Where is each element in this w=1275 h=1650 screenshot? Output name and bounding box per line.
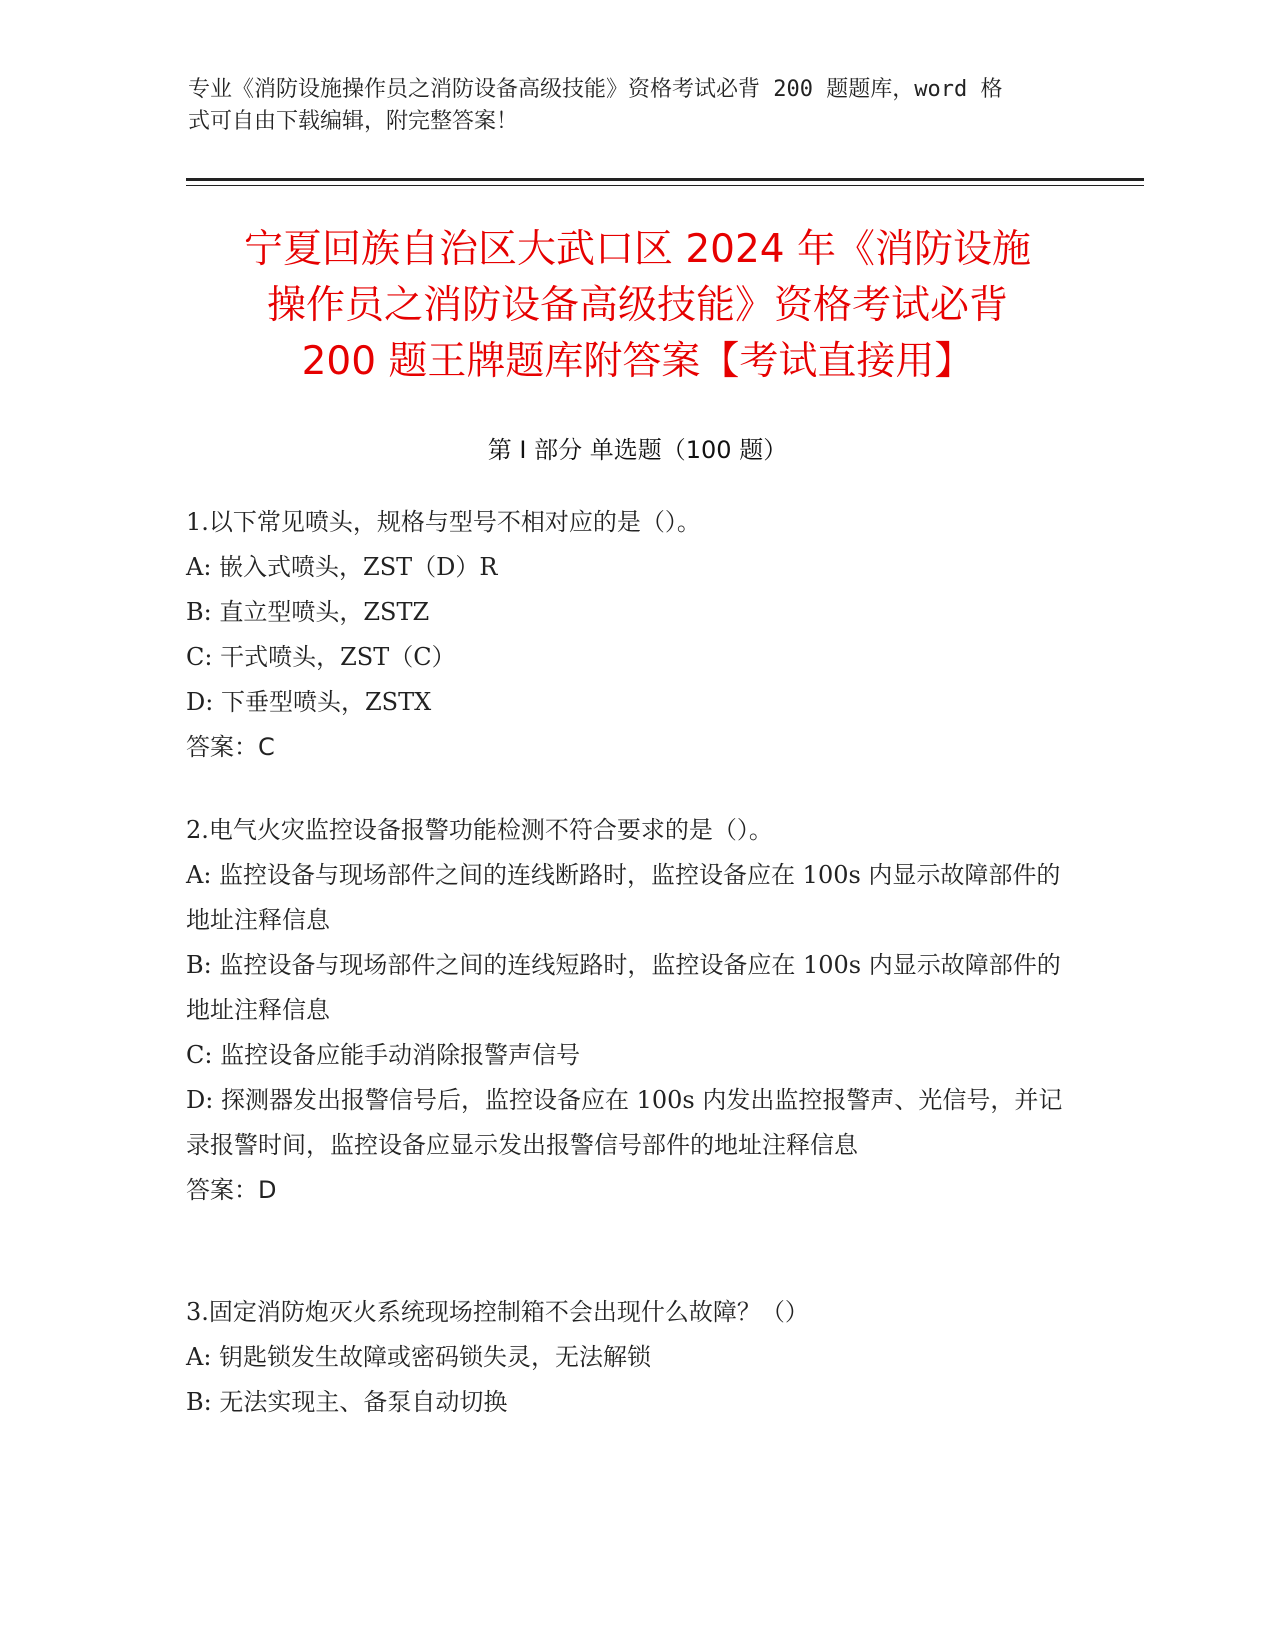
option-c: C: 监控设备应能手动消除报警声信号 [186,1041,581,1069]
option-b: B: 监控设备与现场部件之间的连线短路时，监控设备应在 100s 内显示故障部件的地址注释信息 [186,951,1061,1024]
option-b: B: 直立型喷头，ZSTZ [186,598,430,626]
option-a: A: 嵌入式喷头，ZST（D）R [186,553,498,581]
question-3 [186,1290,1066,1425]
document-title [175,222,1100,390]
title-line-1: 宁夏回族自治区大武口区 2024 年《消防设施 [243,227,1032,272]
title-line-3: 200 题王牌题库附答案【考试直接用】 [301,339,974,384]
option-d: D: 探测器发出报警信号后，监控设备应在 100s 内发出监控报警声、光信号，并记录报警时间，监控设备应显示发出报警信号部件的地址注释信息 [186,1086,1063,1159]
question-stem: 3.固定消防炮灭火系统现场控制箱不会出现什么故障？（） [186,1298,809,1326]
header-divider-thick [186,178,1144,181]
title-line-2: 操作员之消防设备高级技能》资格考试必背 [266,283,1008,328]
option-c: C: 干式喷头，ZST（C） [186,643,456,671]
header-line-1: 专业《消防设施操作员之消防设备高级技能》资格考试必背 200 题题库，word 格 [188,77,1003,102]
option-b: B: 无法实现主、备泵自动切换 [186,1388,508,1416]
document-header [188,74,1068,138]
answer: 答案：C [186,733,275,761]
header-divider-thin [186,185,1144,186]
option-d: D: 下垂型喷头，ZSTX [186,688,432,716]
header-line-2: 式可自由下载编辑，附完整答案！ [188,109,519,134]
section-heading: 第 I 部分 单选题（100 题） [487,436,788,464]
question-stem: 2.电气火灾监控设备报警功能检测不符合要求的是（）。 [186,816,773,844]
question-1 [186,500,1066,770]
question-stem: 1.以下常见喷头，规格与型号不相对应的是（）。 [186,508,701,536]
question-2 [186,808,1066,1213]
option-a: A: 监控设备与现场部件之间的连线断路时，监控设备应在 100s 内显示故障部件的地址注释信息 [186,861,1061,934]
answer: 答案：D [186,1176,277,1204]
option-a: A: 钥匙锁发生故障或密码锁失灵，无法解锁 [186,1343,652,1371]
